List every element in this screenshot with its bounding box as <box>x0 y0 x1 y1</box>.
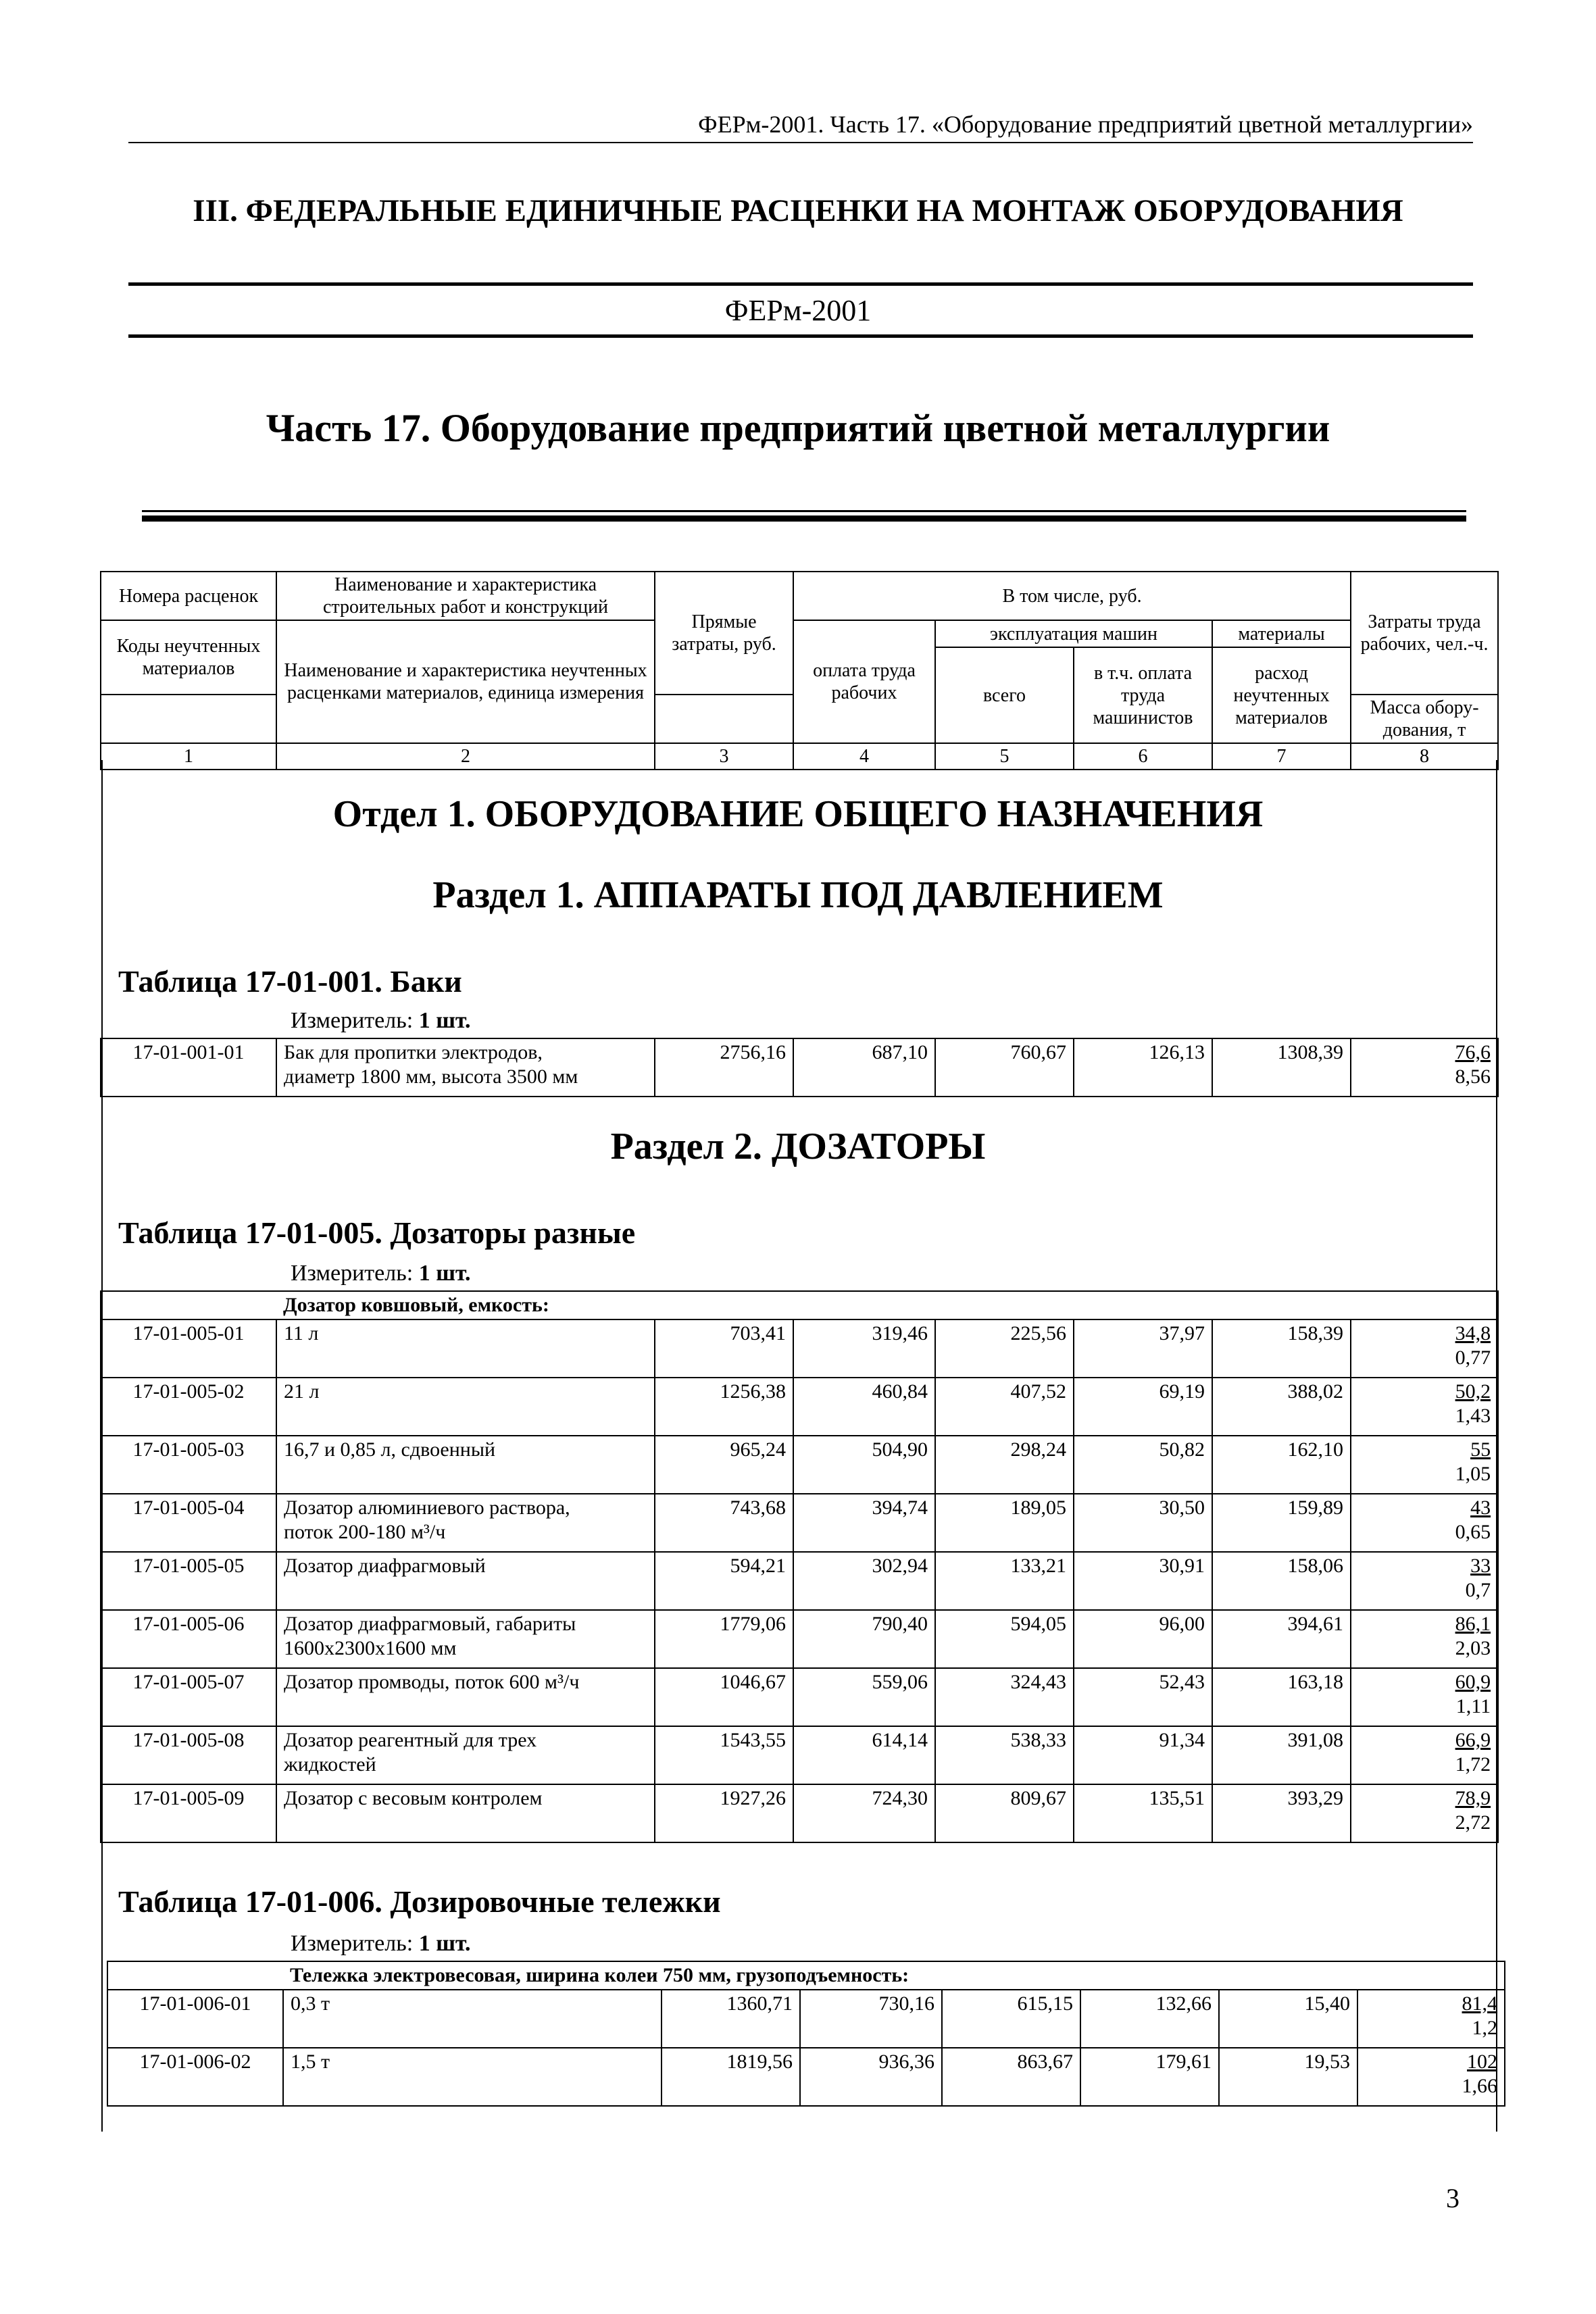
labor-pay: 302,94 <box>793 1552 935 1610</box>
labor-and-mass <box>1357 1990 1505 2048</box>
group-row <box>101 1291 1498 1319</box>
labor-pay: 730,16 <box>800 1990 942 2048</box>
equipment-mass: 1,72 <box>1455 1753 1491 1776</box>
work-name-line1: Дозатор с весовым контролем <box>284 1787 543 1809</box>
materials-cost: 159,89 <box>1212 1494 1351 1552</box>
razdel1-heading: Раздел 1. АППАРАТЫ ПОД ДАВЛЕНИЕМ <box>432 874 1164 916</box>
rate-code: 17-01-005-05 <box>101 1552 276 1610</box>
labor-hours: 81,4 <box>1462 1992 1498 2015</box>
work-name-line1: 1,5 т <box>291 2051 330 2073</box>
table-row <box>101 1378 1498 1436</box>
table006-title: Таблица 17-01-006. Дозировочные тележки <box>118 1884 721 1919</box>
materials-cost: 388,02 <box>1212 1378 1351 1436</box>
materials-cost: 393,29 <box>1212 1784 1351 1842</box>
rate-code: 17-01-005-04 <box>101 1494 276 1552</box>
direct-cost: 1256,38 <box>655 1378 793 1436</box>
measure-label: Измеритель: <box>291 1931 419 1956</box>
driver-pay: 37,97 <box>1074 1319 1212 1378</box>
group-row <box>107 1961 1505 1990</box>
machine-cost: 538,33 <box>935 1726 1074 1784</box>
header-col-number: 2 <box>276 743 655 770</box>
table001-title: Таблица 17-01-001. Баки <box>118 964 462 999</box>
header-including: В том числе, руб. <box>793 572 1351 620</box>
labor-hours: 66,9 <box>1455 1729 1491 1751</box>
header-col-number: 7 <box>1212 743 1351 770</box>
labor-pay: 319,46 <box>793 1319 935 1378</box>
labor-pay: 790,40 <box>793 1610 935 1668</box>
direct-cost: 965,24 <box>655 1436 793 1494</box>
labor-hours: 50,2 <box>1455 1380 1491 1403</box>
work-name <box>283 1990 662 2048</box>
work-name <box>276 1378 655 1436</box>
table-row <box>101 1668 1498 1726</box>
work-name <box>276 1726 655 1784</box>
column-header-table <box>100 571 1499 770</box>
equipment-mass: 2,72 <box>1455 1811 1491 1834</box>
header-labor-pay: оплата труда рабочих <box>793 620 935 743</box>
header-rule <box>128 142 1473 143</box>
work-name <box>283 2048 662 2106</box>
machine-cost: 407,52 <box>935 1378 1074 1436</box>
machine-cost: 324,43 <box>935 1668 1074 1726</box>
labor-hours: 55 <box>1470 1438 1491 1461</box>
work-name-line1: Дозатор диафрагмовый <box>284 1555 486 1577</box>
rate-code: 17-01-005-07 <box>101 1668 276 1726</box>
header-col-number: 5 <box>935 743 1074 770</box>
machine-cost: 594,05 <box>935 1610 1074 1668</box>
machine-cost: 760,67 <box>935 1038 1074 1097</box>
group-label: Тележка электровесовая, ширина колеи 750 мм, грузоподъемность: <box>283 1961 1505 1990</box>
direct-cost: 1543,55 <box>655 1726 793 1784</box>
materials-cost: 158,39 <box>1212 1319 1351 1378</box>
labor-hours: 78,9 <box>1455 1787 1491 1809</box>
work-name-line2: поток 200-180 м³/ч <box>284 1521 446 1543</box>
driver-pay: 179,61 <box>1080 2048 1219 2106</box>
labor-and-mass <box>1351 1038 1498 1097</box>
rate-code: 17-01-005-03 <box>101 1436 276 1494</box>
table-row <box>101 1436 1498 1494</box>
labor-hours: 43 <box>1470 1496 1491 1519</box>
labor-and-mass <box>1351 1784 1498 1842</box>
labor-and-mass <box>1351 1494 1498 1552</box>
measure-value: 1 шт. <box>418 1931 471 1956</box>
direct-cost: 1779,06 <box>655 1610 793 1668</box>
labor-pay: 687,10 <box>793 1038 935 1097</box>
header-name-bottom: Наименование и характеристика неучтенных расценками материалов, единица измерения <box>276 620 655 743</box>
part-title: Часть 17. Оборудование предприятий цветной металлургии <box>266 406 1330 450</box>
work-name <box>276 1552 655 1610</box>
rate-code: 17-01-005-01 <box>101 1319 276 1378</box>
header-direct-costs: Прямые затраты, руб. <box>655 572 793 695</box>
labor-and-mass <box>1351 1436 1498 1494</box>
labor-hours: 33 <box>1470 1555 1491 1577</box>
equipment-mass: 2,03 <box>1455 1637 1491 1659</box>
rate-code: 17-01-005-09 <box>101 1784 276 1842</box>
part-rule-bottom <box>142 515 1466 522</box>
part-rule-top <box>142 510 1466 512</box>
materials-cost: 158,06 <box>1212 1552 1351 1610</box>
labor-hours: 60,9 <box>1455 1671 1491 1693</box>
work-name-line1: 16,7 и 0,85 л, сдвоенный <box>284 1438 496 1461</box>
materials-cost: 1308,39 <box>1212 1038 1351 1097</box>
machine-cost: 298,24 <box>935 1436 1074 1494</box>
work-name <box>276 1038 655 1097</box>
table001 <box>100 1038 1499 1097</box>
header-mass: Масса обору-дования, т <box>1351 695 1498 743</box>
table-row <box>107 2048 1505 2106</box>
machine-cost: 133,21 <box>935 1552 1074 1610</box>
work-name <box>276 1784 655 1842</box>
work-name <box>276 1436 655 1494</box>
driver-pay: 69,19 <box>1074 1378 1212 1436</box>
machine-cost: 615,15 <box>942 1990 1080 2048</box>
labor-pay: 614,14 <box>793 1726 935 1784</box>
direct-cost: 2756,16 <box>655 1038 793 1097</box>
rate-code: 17-01-005-02 <box>101 1378 276 1436</box>
rate-code: 17-01-006-01 <box>107 1990 283 2048</box>
header-direct-spacer <box>655 695 793 743</box>
measure-label: Измеритель: <box>291 1008 419 1033</box>
table005-title: Таблица 17-01-005. Дозаторы разные <box>118 1215 636 1250</box>
work-name <box>276 1494 655 1552</box>
direct-cost: 1819,56 <box>662 2048 800 2106</box>
labor-pay: 559,06 <box>793 1668 935 1726</box>
code-rule-top <box>128 282 1473 286</box>
direct-cost: 1046,67 <box>655 1668 793 1726</box>
header-machines-total: всего <box>935 647 1074 743</box>
work-name-line1: 0,3 т <box>291 1992 330 2015</box>
header-col-number: 1 <box>101 743 276 770</box>
labor-pay: 394,74 <box>793 1494 935 1552</box>
header-col-number: 4 <box>793 743 935 770</box>
driver-pay: 135,51 <box>1074 1784 1212 1842</box>
header-driver-pay: в т.ч. оплата труда машинистов <box>1074 647 1212 743</box>
materials-cost: 163,18 <box>1212 1668 1351 1726</box>
labor-pay: 504,90 <box>793 1436 935 1494</box>
otdel-heading: Отдел 1. ОБОРУДОВАНИЕ ОБЩЕГО НАЗНАЧЕНИЯ <box>332 793 1264 835</box>
labor-and-mass <box>1357 2048 1505 2106</box>
header-unaccounted-materials: расход неучтенных материалов <box>1212 647 1351 743</box>
code-rule-bottom <box>128 334 1473 338</box>
materials-cost: 19,53 <box>1219 2048 1357 2106</box>
group-spacer <box>107 1961 283 1990</box>
labor-and-mass <box>1351 1319 1498 1378</box>
header-codes-top: Номера расценок <box>101 572 276 620</box>
labor-and-mass <box>1351 1552 1498 1610</box>
equipment-mass: 0,65 <box>1455 1521 1491 1543</box>
table001-measure <box>291 1007 471 1035</box>
labor-pay: 936,36 <box>800 2048 942 2106</box>
rate-code: 17-01-005-08 <box>101 1726 276 1784</box>
table-row <box>101 1552 1498 1610</box>
table-row <box>101 1784 1498 1842</box>
labor-and-mass <box>1351 1378 1498 1436</box>
table-row <box>101 1726 1498 1784</box>
table006 <box>107 1961 1505 2107</box>
header-labor-cost: Затраты труда рабочих, чел.-ч. <box>1351 572 1498 695</box>
work-name-line1: Дозатор алюминиевого раствора, <box>284 1496 570 1519</box>
materials-cost: 15,40 <box>1219 1990 1357 2048</box>
equipment-mass: 8,56 <box>1455 1065 1491 1088</box>
driver-pay: 132,66 <box>1080 1990 1219 2048</box>
rate-code: 17-01-006-02 <box>107 2048 283 2106</box>
labor-pay: 460,84 <box>793 1378 935 1436</box>
direct-cost: 1927,26 <box>655 1784 793 1842</box>
machine-cost: 225,56 <box>935 1319 1074 1378</box>
driver-pay: 30,50 <box>1074 1494 1212 1552</box>
header-col-number: 8 <box>1351 743 1498 770</box>
header-col-number: 3 <box>655 743 793 770</box>
header-codes-spacer <box>101 695 276 743</box>
rate-code: 17-01-005-06 <box>101 1610 276 1668</box>
table-row <box>101 1038 1498 1097</box>
header-materials: материалы <box>1212 620 1351 647</box>
equipment-mass: 1,2 <box>1472 2017 1498 2039</box>
work-name <box>276 1319 655 1378</box>
work-name <box>276 1610 655 1668</box>
measure-value: 1 шт. <box>418 1008 471 1033</box>
table-row <box>101 1494 1498 1552</box>
header-codes-bottom: Коды неучтенных материалов <box>101 620 276 695</box>
work-name-line1: 11 л <box>284 1322 319 1344</box>
driver-pay: 30,91 <box>1074 1552 1212 1610</box>
razdel2-heading: Раздел 2. ДОЗАТОРЫ <box>610 1126 986 1167</box>
code-title: ФЕРм-2001 <box>724 294 872 327</box>
table006-measure <box>291 1930 471 1958</box>
header-name-top: Наименование и характеристика строительных работ и конструкций <box>276 572 655 620</box>
table005 <box>100 1290 1499 1843</box>
direct-cost: 594,21 <box>655 1552 793 1610</box>
group-spacer <box>101 1291 276 1319</box>
work-name-line1: Дозатор диафрагмовый, габариты <box>284 1613 576 1635</box>
machine-cost: 863,67 <box>942 2048 1080 2106</box>
driver-pay: 52,43 <box>1074 1668 1212 1726</box>
main-title: III. ФЕДЕРАЛЬНЫЕ ЕДИНИЧНЫЕ РАСЦЕНКИ НА МОНТАЖ ОБОРУДОВАНИЯ <box>193 193 1403 228</box>
labor-and-mass <box>1351 1610 1498 1668</box>
machine-cost: 809,67 <box>935 1784 1074 1842</box>
labor-hours: 34,8 <box>1455 1322 1491 1344</box>
header-machines: эксплуатация машин <box>935 620 1212 647</box>
running-header: ФЕРм-2001. Часть 17. «Оборудование предприятий цветной металлургии» <box>698 111 1473 138</box>
equipment-mass: 1,43 <box>1455 1405 1491 1427</box>
direct-cost: 743,68 <box>655 1494 793 1552</box>
driver-pay: 126,13 <box>1074 1038 1212 1097</box>
work-name-line2: диаметр 1800 мм, высота 3500 мм <box>284 1065 578 1088</box>
labor-hours: 86,1 <box>1455 1613 1491 1635</box>
rate-code: 17-01-001-01 <box>101 1038 276 1097</box>
labor-and-mass <box>1351 1726 1498 1784</box>
work-name-line1: Дозатор промводы, поток 600 м³/ч <box>284 1671 580 1693</box>
table-row <box>101 1610 1498 1668</box>
work-name-line2: 1600х2300х1600 мм <box>284 1637 457 1659</box>
equipment-mass: 1,11 <box>1455 1695 1491 1717</box>
page-number: 3 <box>1446 2183 1460 2213</box>
measure-label: Измеритель: <box>291 1261 419 1286</box>
work-name <box>276 1668 655 1726</box>
labor-pay: 724,30 <box>793 1784 935 1842</box>
equipment-mass: 0,7 <box>1465 1579 1491 1601</box>
table005-measure <box>291 1259 471 1288</box>
machine-cost: 189,05 <box>935 1494 1074 1552</box>
equipment-mass: 0,77 <box>1455 1347 1491 1369</box>
direct-cost: 1360,71 <box>662 1990 800 2048</box>
driver-pay: 96,00 <box>1074 1610 1212 1668</box>
work-name-line1: 21 л <box>284 1380 320 1403</box>
labor-hours: 76,6 <box>1455 1041 1491 1063</box>
measure-value: 1 шт. <box>418 1261 471 1286</box>
header-col-number: 6 <box>1074 743 1212 770</box>
materials-cost: 394,61 <box>1212 1610 1351 1668</box>
work-name-line1: Бак для пропитки электродов, <box>284 1041 543 1063</box>
table-row <box>107 1990 1505 2048</box>
labor-hours: 102 <box>1467 2051 1498 2073</box>
labor-and-mass <box>1351 1668 1498 1726</box>
group-label: Дозатор ковшовый, емкость: <box>276 1291 1498 1319</box>
work-name-line2: жидкостей <box>284 1753 376 1776</box>
work-name-line1: Дозатор реагентный для трех <box>284 1729 537 1751</box>
materials-cost: 162,10 <box>1212 1436 1351 1494</box>
driver-pay: 91,34 <box>1074 1726 1212 1784</box>
direct-cost: 703,41 <box>655 1319 793 1378</box>
materials-cost: 391,08 <box>1212 1726 1351 1784</box>
equipment-mass: 1,66 <box>1462 2075 1498 2097</box>
table-row <box>101 1319 1498 1378</box>
equipment-mass: 1,05 <box>1455 1463 1491 1485</box>
driver-pay: 50,82 <box>1074 1436 1212 1494</box>
